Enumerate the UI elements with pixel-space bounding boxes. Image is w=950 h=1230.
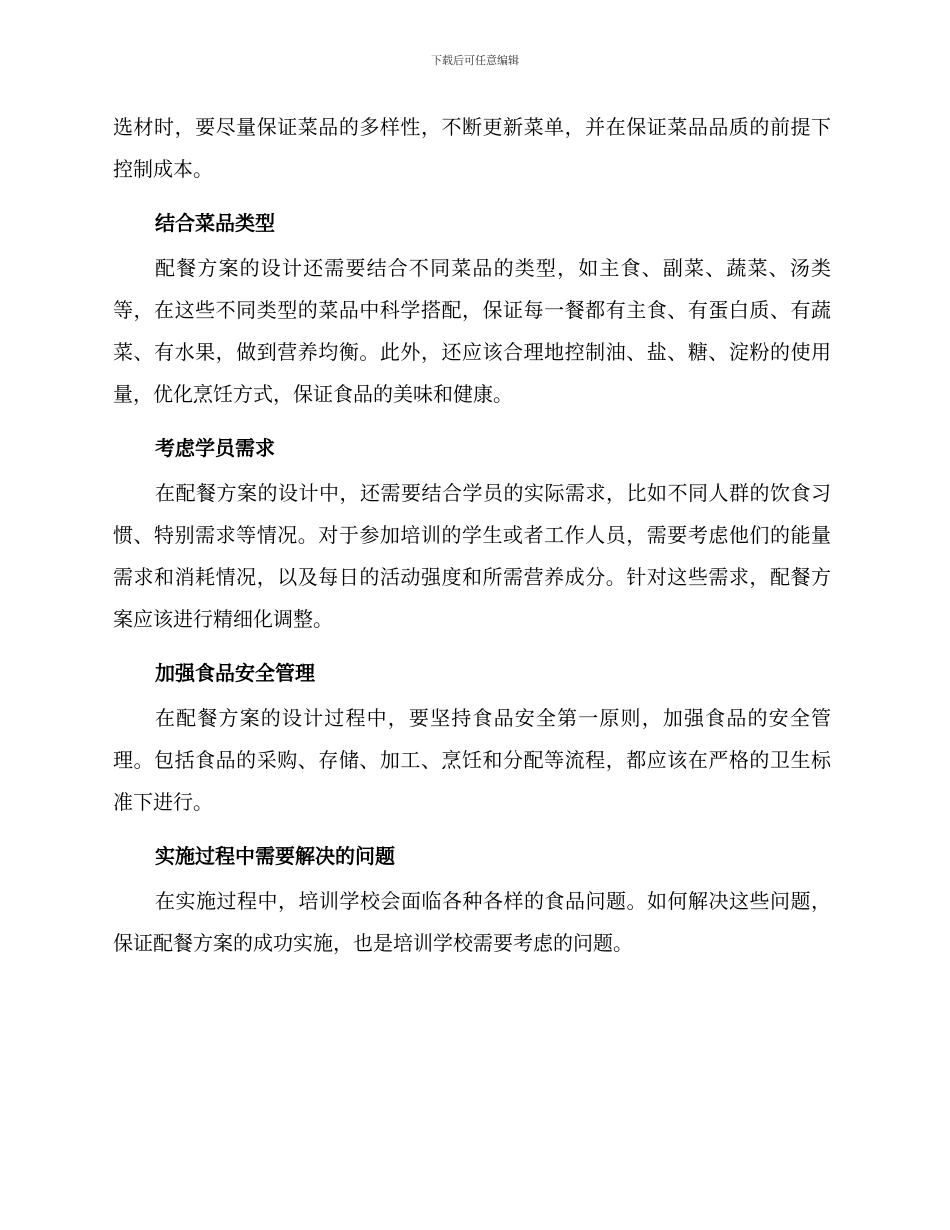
document-body — [113, 106, 831, 964]
section-paragraph-student-needs: 在配餐方案的设计中，还需要结合学员的实际需求，比如不同人群的饮食习惯、特别需求等情况。对于参加培训的学生或者工作人员，需要考虑他们的能量需求和消耗情况，以及每日的活动强度和所需营养成分。针对这些需求，配餐方案应该进行精细化调整。 — [113, 481, 831, 631]
section-heading-implementation-issues: 实施过程中需要解决的问题 — [155, 844, 395, 868]
continued-paragraph: 选材时，要尽量保证菜品的多样性，不断更新菜单，并在保证菜品品质的前提下控制成本。 — [113, 115, 831, 181]
section-heading-student-needs: 考虑学员需求 — [155, 436, 275, 460]
section-paragraph-implementation-issues: 在实施过程中，培训学校会面临各种各样的食品问题。如何解决这些问题，保证配餐方案的成功实施，也是培训学校需要考虑的问题。 — [113, 889, 831, 955]
section-paragraph-food-safety: 在配餐方案的设计过程中，要坚持食品安全第一原则，加强食品的安全管理。包括食品的采购、存储、加工、烹饪和分配等流程，都应该在严格的卫生标准下进行。 — [113, 706, 831, 814]
section-heading-dish-types: 结合菜品类型 — [155, 211, 275, 235]
page-header: 下载后可任意编辑 — [431, 54, 519, 67]
section-heading-food-safety: 加强食品安全管理 — [155, 661, 315, 685]
section-paragraph-dish-types: 配餐方案的设计还需要结合不同菜品的类型，如主食、副菜、蔬菜、汤类等，在这些不同类型的菜品中科学搭配，保证每一餐都有主食、有蛋白质、有蔬菜、有水果，做到营养均衡。此外，还应该合理地控制油、盐、糖、淀粉的使用量，优化烹饪方式，保证食品的美味和健康。 — [113, 256, 831, 406]
